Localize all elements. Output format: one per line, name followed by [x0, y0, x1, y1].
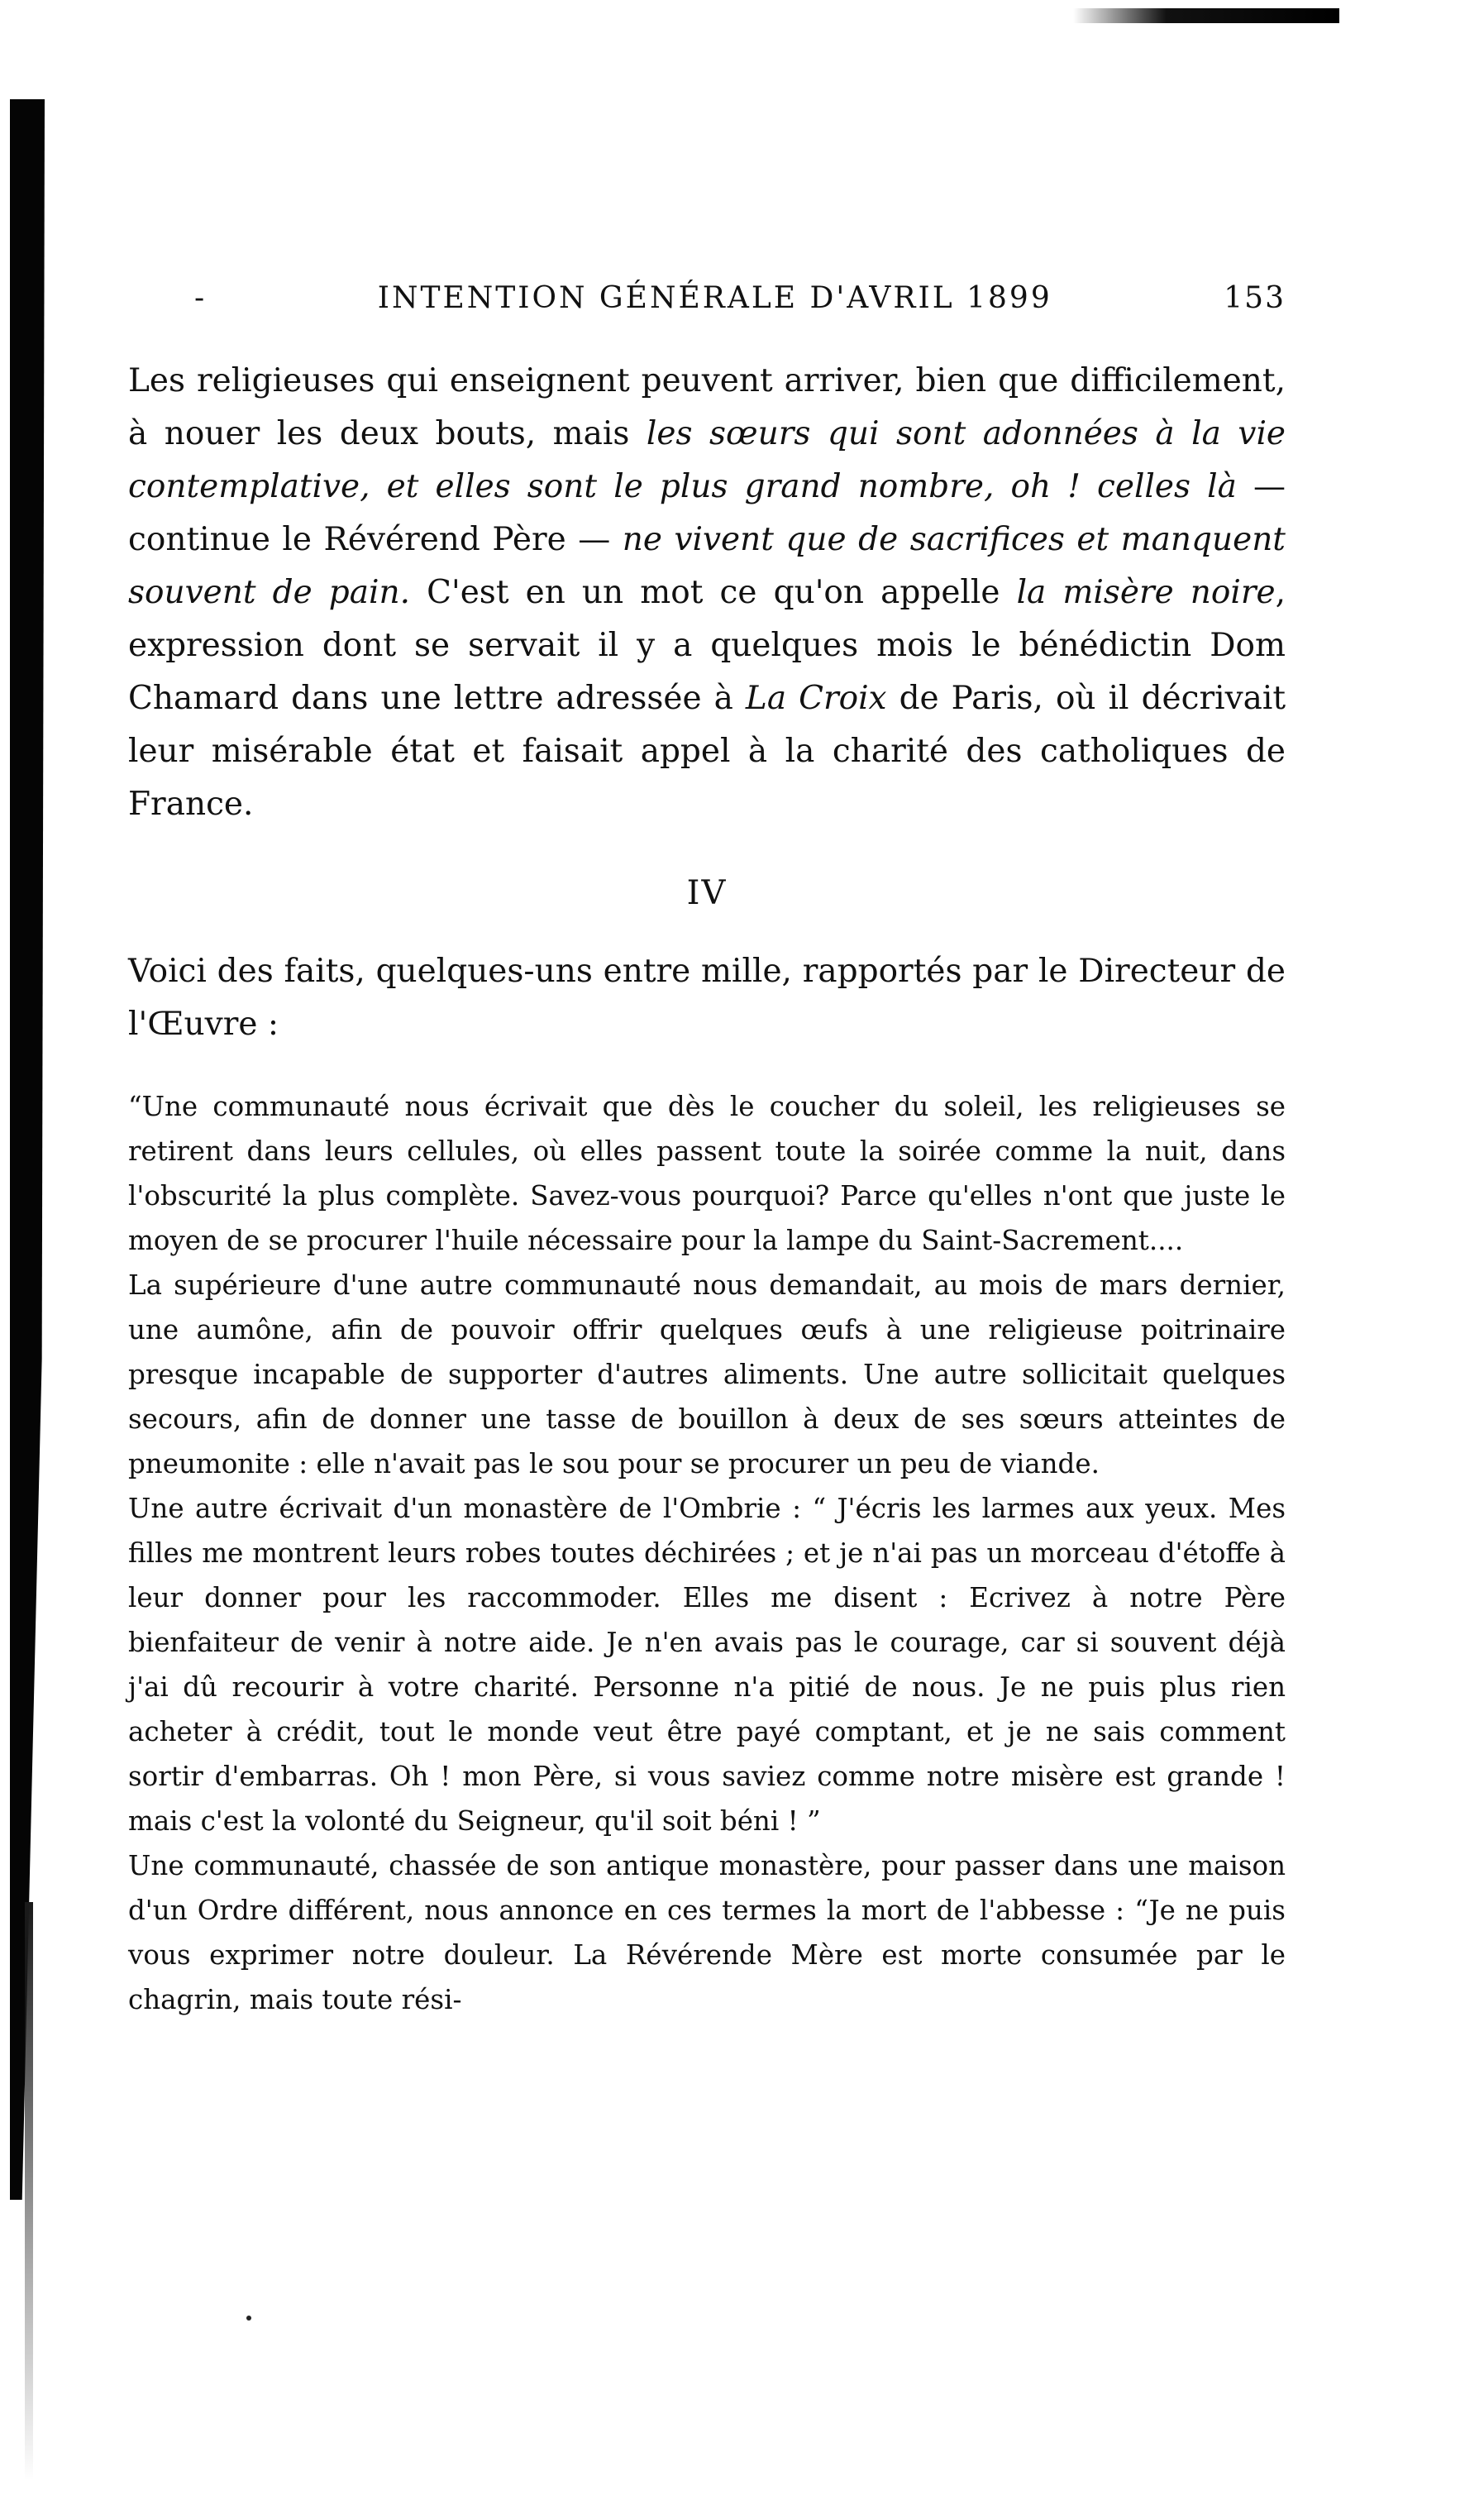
scan-edge-top [1073, 8, 1339, 23]
italic-run: la misère noire [1016, 574, 1276, 611]
quote-paragraph: “Une communauté nous écrivait que dès le coucher du soleil, les religieuses se retirent dans leurs cellules, où elles passent toute la soirée comme la nuit, dans l'obscurité la plus complète. Savez-vous pourquoi? Parce qu'elles n'ont que juste le moyen de se procurer l'huile nécessaire pour la lampe du Saint-Sacrement.... [128, 1091, 1286, 1256]
italic-run: ne vivent que de sacrifices et manquent souvent de pain. [128, 521, 1286, 611]
text-run: C'est en un mot ce qu'on appelle [410, 574, 1017, 611]
page-number: 153 [1224, 281, 1286, 315]
ink-speck [246, 2316, 251, 2321]
running-head-title: INTENTION GÉNÉRALE D'AVRIL 1899 [377, 281, 1052, 315]
text-run: de Paris, où il décrivait leur misérable état et faisait appel à la charité des catholiques de France. [128, 680, 1286, 823]
scan-edge-left [10, 99, 45, 2200]
italic-run: les sœurs qui sont adonnées à la vie contemplative, et elles sont le plus grand nombre, oh ! celles là [128, 415, 1286, 505]
quote-paragraph: La supérieure d'une autre communauté nous demandait, au mois de mars dernier, une aumône, afin de pouvoir offrir quelques œufs à une religieuse poitrinaire presque incapable de supporter d'autres aliments. Une autre sollicitait quelques secours, afin de donner une tasse de bouillon à deux de ses sœurs atteintes de pneumonite : elle n'avait pas le sou pour se procurer un peu de viande. [128, 1269, 1286, 1479]
running-head [194, 281, 1286, 315]
quote-paragraph: Une autre écrivait d'un monastère de l'Ombrie : “ J'écris les larmes aux yeux. Mes filles me montrent leurs robes toutes déchirées ; et je n'ai pas un morceau d'étoffe à leur donner pour les raccommoder. Elles me disent : Ecrivez à notre Père bienfaiteur de venir à notre aide. Je n'en avais pas le courage, car si souvent déjà j'ai dû recourir à votre charité. Personne n'a pitié de nous. Je ne puis plus rien acheter à crédit, tout le monde veut être payé comptant, et je ne sais comment sortir d'embarras. Oh ! mon Père, si vous saviez comme notre misère est grande ! mais c'est la volonté du Seigneur, qu'il soit béni ! ” [128, 1493, 1286, 1837]
quote-paragraph: Une communauté, chassée de son antique monastère, pour passer dans une maison d'un Ordre différent, nous annonce en ces termes la mort de l'abbesse : “Je ne puis vous exprimer notre douleur. La Révérende Mère est morte consumée par le chagrin, mais toute rési- [128, 1850, 1286, 2015]
running-head-mark: - [194, 281, 207, 315]
paragraph-facts-intro: Voici des faits, quelques-uns entre mille, rapportés par le Directeur de l'Œuvre : [128, 953, 1286, 1043]
book-page [128, 281, 1286, 2022]
paragraph-contemplatives [128, 355, 1286, 831]
scan-edge-left-tail [25, 1902, 33, 2481]
text-run: — continue le Révérend Père — [128, 468, 1286, 558]
section-number: IV [686, 874, 728, 912]
text-run: Les religieuses qui enseignent peuvent arriver, bien que difficilement, à nouer les deux bouts, mais [128, 362, 1286, 452]
italic-run: La Croix [745, 680, 887, 717]
text-run: , expression dont se servait il y a quelques mois le bénédictin Dom Chamard dans une lettre adressée à [128, 574, 1286, 717]
